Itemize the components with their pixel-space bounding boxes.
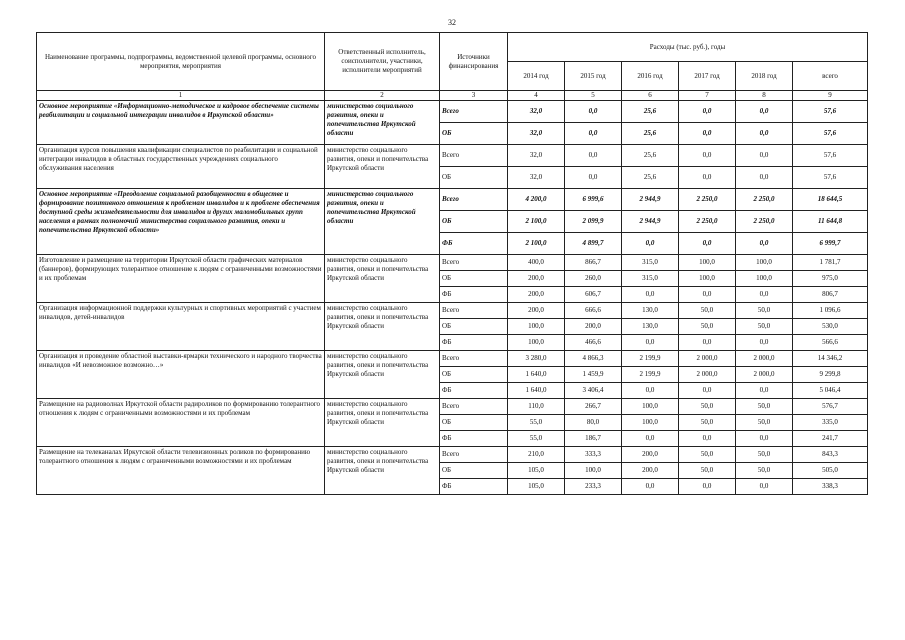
header-executor: Ответственный исполнитель, соисполнители, участники, исполнители мероприятий bbox=[325, 33, 440, 91]
expense-value: 100,0 bbox=[565, 463, 622, 479]
executor: министерство социального развития, опеки и попечительства Иркутской области bbox=[325, 101, 440, 145]
expense-value: 200,0 bbox=[565, 319, 622, 335]
total-value: 505,0 bbox=[793, 463, 868, 479]
expense-value: 186,7 bbox=[565, 431, 622, 447]
expense-value: 100,0 bbox=[622, 415, 679, 431]
funding-source: ОБ bbox=[440, 167, 508, 189]
funding-source: ОБ bbox=[440, 211, 508, 233]
total-value: 335,0 bbox=[793, 415, 868, 431]
expense-value: 866,7 bbox=[565, 255, 622, 271]
expense-value: 1 640,0 bbox=[508, 383, 565, 399]
total-value: 11 644,8 bbox=[793, 211, 868, 233]
expense-value: 25,6 bbox=[622, 123, 679, 145]
expense-value: 466,6 bbox=[565, 335, 622, 351]
expense-value: 100,0 bbox=[622, 399, 679, 415]
total-value: 18 644,5 bbox=[793, 189, 868, 211]
expense-value: 0,0 bbox=[622, 233, 679, 255]
expense-value: 200,0 bbox=[508, 271, 565, 287]
expense-value: 4 899,7 bbox=[565, 233, 622, 255]
expense-value: 0,0 bbox=[679, 431, 736, 447]
total-value: 530,0 bbox=[793, 319, 868, 335]
executor: министерство социального развития, опеки и попечительства Иркутской области bbox=[325, 399, 440, 447]
total-value: 1 096,6 bbox=[793, 303, 868, 319]
expense-value: 4 866,3 bbox=[565, 351, 622, 367]
table-row bbox=[37, 255, 868, 271]
expense-value: 0,0 bbox=[736, 335, 793, 351]
expense-value: 50,0 bbox=[679, 319, 736, 335]
expense-value: 50,0 bbox=[679, 415, 736, 431]
expense-value: 0,0 bbox=[679, 383, 736, 399]
activity-name: Организация и проведение областной выставки-ярмарки технического и народного творчества инвалидов «И невозможное возможно…» bbox=[37, 351, 325, 399]
funding-source: ФБ bbox=[440, 233, 508, 255]
table-row bbox=[37, 351, 868, 367]
funding-source: Всего bbox=[440, 255, 508, 271]
table-row bbox=[37, 101, 868, 123]
expense-value: 0,0 bbox=[736, 101, 793, 123]
expense-value: 32,0 bbox=[508, 167, 565, 189]
funding-source: ОБ bbox=[440, 123, 508, 145]
expense-value: 50,0 bbox=[736, 415, 793, 431]
expense-value: 0,0 bbox=[679, 145, 736, 167]
header-year: 2016 год bbox=[622, 62, 679, 91]
expense-value: 2 000,0 bbox=[736, 351, 793, 367]
expense-value: 55,0 bbox=[508, 415, 565, 431]
expense-value: 210,0 bbox=[508, 447, 565, 463]
activity-name: Основное мероприятие «Информационно-методическое и кадровое обеспечение системы реабилитации и социальной интеграции инвалидов в Иркутской области» bbox=[37, 101, 325, 145]
column-index: 4 bbox=[508, 91, 565, 101]
table-row bbox=[37, 303, 868, 319]
activity-name: Организация информационной поддержки культурных и спортивных мероприятий с участием инвалидов, детей-инвалидов bbox=[37, 303, 325, 351]
funding-source: ОБ bbox=[440, 463, 508, 479]
expense-value: 2 099,9 bbox=[565, 211, 622, 233]
expense-value: 233,3 bbox=[565, 479, 622, 495]
expense-value: 0,0 bbox=[736, 167, 793, 189]
expense-value: 0,0 bbox=[736, 145, 793, 167]
activity-name: Основное мероприятие «Преодоление социальной разобщенности в обществе и формирование позитивного отношения к проблемам инвалидов и к проблеме обеспечения доступной среды жизнедеятельности для инвалидов и других маломобильных групп населения в рамках полномочий министерства социального развития, опеки и попечительства Иркутской области» bbox=[37, 189, 325, 255]
header-total: всего bbox=[793, 62, 868, 91]
funding-source: ОБ bbox=[440, 415, 508, 431]
funding-source: Всего bbox=[440, 351, 508, 367]
column-index: 8 bbox=[736, 91, 793, 101]
expense-value: 2 000,0 bbox=[679, 367, 736, 383]
expense-value: 0,0 bbox=[622, 335, 679, 351]
expense-value: 200,0 bbox=[508, 287, 565, 303]
total-value: 57,6 bbox=[793, 101, 868, 123]
funding-source: ФБ bbox=[440, 431, 508, 447]
total-value: 806,7 bbox=[793, 287, 868, 303]
expense-value: 50,0 bbox=[736, 399, 793, 415]
funding-source: ОБ bbox=[440, 319, 508, 335]
expense-value: 105,0 bbox=[508, 463, 565, 479]
expense-value: 0,0 bbox=[565, 123, 622, 145]
total-value: 9 299,8 bbox=[793, 367, 868, 383]
funding-source: ФБ bbox=[440, 335, 508, 351]
funding-source: Всего bbox=[440, 101, 508, 123]
total-value: 57,6 bbox=[793, 145, 868, 167]
column-index: 7 bbox=[679, 91, 736, 101]
expense-value: 0,0 bbox=[565, 145, 622, 167]
page-number: 32 bbox=[448, 18, 456, 27]
table-row bbox=[37, 399, 868, 415]
expense-value: 50,0 bbox=[679, 399, 736, 415]
expense-value: 2 100,0 bbox=[508, 211, 565, 233]
executor: министерство социального развития, опеки и попечительства Иркутской области bbox=[325, 351, 440, 399]
expense-value: 0,0 bbox=[679, 101, 736, 123]
column-index: 9 bbox=[793, 91, 868, 101]
expense-value: 2 944,9 bbox=[622, 211, 679, 233]
expense-value: 315,0 bbox=[622, 271, 679, 287]
table-row bbox=[37, 189, 868, 211]
expense-value: 130,0 bbox=[622, 303, 679, 319]
column-index: 5 bbox=[565, 91, 622, 101]
expense-value: 666,6 bbox=[565, 303, 622, 319]
total-value: 241,7 bbox=[793, 431, 868, 447]
expense-value: 2 199,9 bbox=[622, 351, 679, 367]
expense-value: 0,0 bbox=[736, 383, 793, 399]
expense-value: 25,6 bbox=[622, 145, 679, 167]
expense-value: 55,0 bbox=[508, 431, 565, 447]
expense-value: 3 280,0 bbox=[508, 351, 565, 367]
expense-value: 266,7 bbox=[565, 399, 622, 415]
executor: министерство социального развития, опеки и попечительства Иркутской области bbox=[325, 145, 440, 189]
total-value: 975,0 bbox=[793, 271, 868, 287]
total-value: 338,3 bbox=[793, 479, 868, 495]
budget-table bbox=[36, 32, 868, 495]
expense-value: 4 200,0 bbox=[508, 189, 565, 211]
expense-value: 105,0 bbox=[508, 479, 565, 495]
funding-source: ФБ bbox=[440, 479, 508, 495]
expense-value: 50,0 bbox=[679, 303, 736, 319]
executor: министерство социального развития, опеки и попечительства Иркутской области bbox=[325, 189, 440, 255]
funding-source: Всего bbox=[440, 447, 508, 463]
funding-source: ФБ bbox=[440, 287, 508, 303]
expense-value: 0,0 bbox=[736, 123, 793, 145]
header-year: 2015 год bbox=[565, 62, 622, 91]
expense-value: 25,6 bbox=[622, 101, 679, 123]
expense-value: 2 944,9 bbox=[622, 189, 679, 211]
funding-source: ОБ bbox=[440, 271, 508, 287]
expense-value: 50,0 bbox=[679, 463, 736, 479]
header-year: 2014 год bbox=[508, 62, 565, 91]
funding-source: Всего bbox=[440, 145, 508, 167]
expense-value: 2 000,0 bbox=[679, 351, 736, 367]
funding-source: Всего bbox=[440, 303, 508, 319]
expense-value: 100,0 bbox=[508, 319, 565, 335]
expense-value: 0,0 bbox=[565, 167, 622, 189]
expense-value: 0,0 bbox=[679, 479, 736, 495]
expense-value: 1 640,0 bbox=[508, 367, 565, 383]
expense-value: 100,0 bbox=[679, 271, 736, 287]
expense-value: 32,0 bbox=[508, 101, 565, 123]
executor: министерство социального развития, опеки и попечительства Иркутской области bbox=[325, 255, 440, 303]
expense-value: 50,0 bbox=[736, 463, 793, 479]
expense-value: 333,3 bbox=[565, 447, 622, 463]
expense-value: 0,0 bbox=[679, 167, 736, 189]
expense-value: 315,0 bbox=[622, 255, 679, 271]
expense-value: 100,0 bbox=[736, 271, 793, 287]
total-value: 843,3 bbox=[793, 447, 868, 463]
funding-source: ОБ bbox=[440, 367, 508, 383]
expense-value: 50,0 bbox=[679, 447, 736, 463]
activity-name: Изготовление и размещение на территории Иркутской области графических материалов (баннеров), формирующих толерантное отношение к людям с ограниченными возможностями и их проблемам bbox=[37, 255, 325, 303]
expense-value: 200,0 bbox=[508, 303, 565, 319]
expense-value: 25,6 bbox=[622, 167, 679, 189]
expense-value: 0,0 bbox=[622, 287, 679, 303]
header-year: 2017 год bbox=[679, 62, 736, 91]
expense-value: 2 250,0 bbox=[679, 211, 736, 233]
funding-source: ФБ bbox=[440, 383, 508, 399]
expense-value: 0,0 bbox=[736, 431, 793, 447]
expense-value: 6 999,6 bbox=[565, 189, 622, 211]
expense-value: 200,0 bbox=[622, 463, 679, 479]
expense-value: 32,0 bbox=[508, 123, 565, 145]
expense-value: 2 000,0 bbox=[736, 367, 793, 383]
expense-value: 0,0 bbox=[679, 233, 736, 255]
expense-value: 3 406,4 bbox=[565, 383, 622, 399]
expense-value: 0,0 bbox=[679, 287, 736, 303]
total-value: 57,6 bbox=[793, 167, 868, 189]
expense-value: 50,0 bbox=[736, 319, 793, 335]
header-name: Наименование программы, подпрограммы, ведомственной целевой программы, основного мероприятия, мероприятия bbox=[37, 33, 325, 91]
expense-value: 50,0 bbox=[736, 303, 793, 319]
header-year: 2018 год bbox=[736, 62, 793, 91]
expense-value: 100,0 bbox=[679, 255, 736, 271]
table-row bbox=[37, 145, 868, 167]
expense-value: 0,0 bbox=[736, 287, 793, 303]
expense-value: 1 459,9 bbox=[565, 367, 622, 383]
expense-value: 200,0 bbox=[622, 447, 679, 463]
funding-source: Всего bbox=[440, 399, 508, 415]
expense-value: 260,0 bbox=[565, 271, 622, 287]
funding-source: Всего bbox=[440, 189, 508, 211]
expense-value: 0,0 bbox=[622, 383, 679, 399]
expense-value: 110,0 bbox=[508, 399, 565, 415]
expense-value: 32,0 bbox=[508, 145, 565, 167]
table-body bbox=[37, 101, 868, 495]
column-index: 2 bbox=[325, 91, 440, 101]
activity-name: Размещение на телеканалах Иркутской области телевизионных роликов по формированию толерантного отношения к людям с ограниченными возможностями и их проблемам bbox=[37, 447, 325, 495]
expense-value: 2 250,0 bbox=[736, 189, 793, 211]
column-index: 1 bbox=[37, 91, 325, 101]
expense-value: 2 100,0 bbox=[508, 233, 565, 255]
executor: министерство социального развития, опеки и попечительства Иркутской области bbox=[325, 303, 440, 351]
expense-value: 2 250,0 bbox=[679, 189, 736, 211]
total-value: 576,7 bbox=[793, 399, 868, 415]
expense-value: 80,0 bbox=[565, 415, 622, 431]
total-value: 57,6 bbox=[793, 123, 868, 145]
expense-value: 400,0 bbox=[508, 255, 565, 271]
total-value: 5 046,4 bbox=[793, 383, 868, 399]
total-value: 566,6 bbox=[793, 335, 868, 351]
total-value: 1 781,7 bbox=[793, 255, 868, 271]
expense-value: 2 250,0 bbox=[736, 211, 793, 233]
column-index: 3 bbox=[440, 91, 508, 101]
header-source: Источники финансирования bbox=[440, 33, 508, 91]
total-value: 6 999,7 bbox=[793, 233, 868, 255]
total-value: 14 346,2 bbox=[793, 351, 868, 367]
expense-value: 0,0 bbox=[736, 479, 793, 495]
table-row bbox=[37, 447, 868, 463]
expense-value: 100,0 bbox=[736, 255, 793, 271]
expense-value: 0,0 bbox=[736, 233, 793, 255]
expense-value: 130,0 bbox=[622, 319, 679, 335]
header-expenses: Расходы (тыс. руб.), годы bbox=[508, 33, 868, 62]
column-index: 6 bbox=[622, 91, 679, 101]
executor: министерство социального развития, опеки и попечительства Иркутской области bbox=[325, 447, 440, 495]
expense-value: 2 199,9 bbox=[622, 367, 679, 383]
expense-value: 0,0 bbox=[679, 123, 736, 145]
expense-value: 0,0 bbox=[622, 479, 679, 495]
expense-value: 50,0 bbox=[736, 447, 793, 463]
expense-value: 606,7 bbox=[565, 287, 622, 303]
expense-value: 0,0 bbox=[679, 335, 736, 351]
expense-value: 0,0 bbox=[622, 431, 679, 447]
expense-value: 100,0 bbox=[508, 335, 565, 351]
activity-name: Организация курсов повышения квалификации специалистов по реабилитации и социальной интеграции инвалидов в областных государственных учреждениях социального обслуживания населения bbox=[37, 145, 325, 189]
expense-value: 0,0 bbox=[565, 101, 622, 123]
activity-name: Размещение на радиоволнах Иркутской области радироликов по формированию толерантного отношения к людям с ограниченными возможностями и их проблемам bbox=[37, 399, 325, 447]
